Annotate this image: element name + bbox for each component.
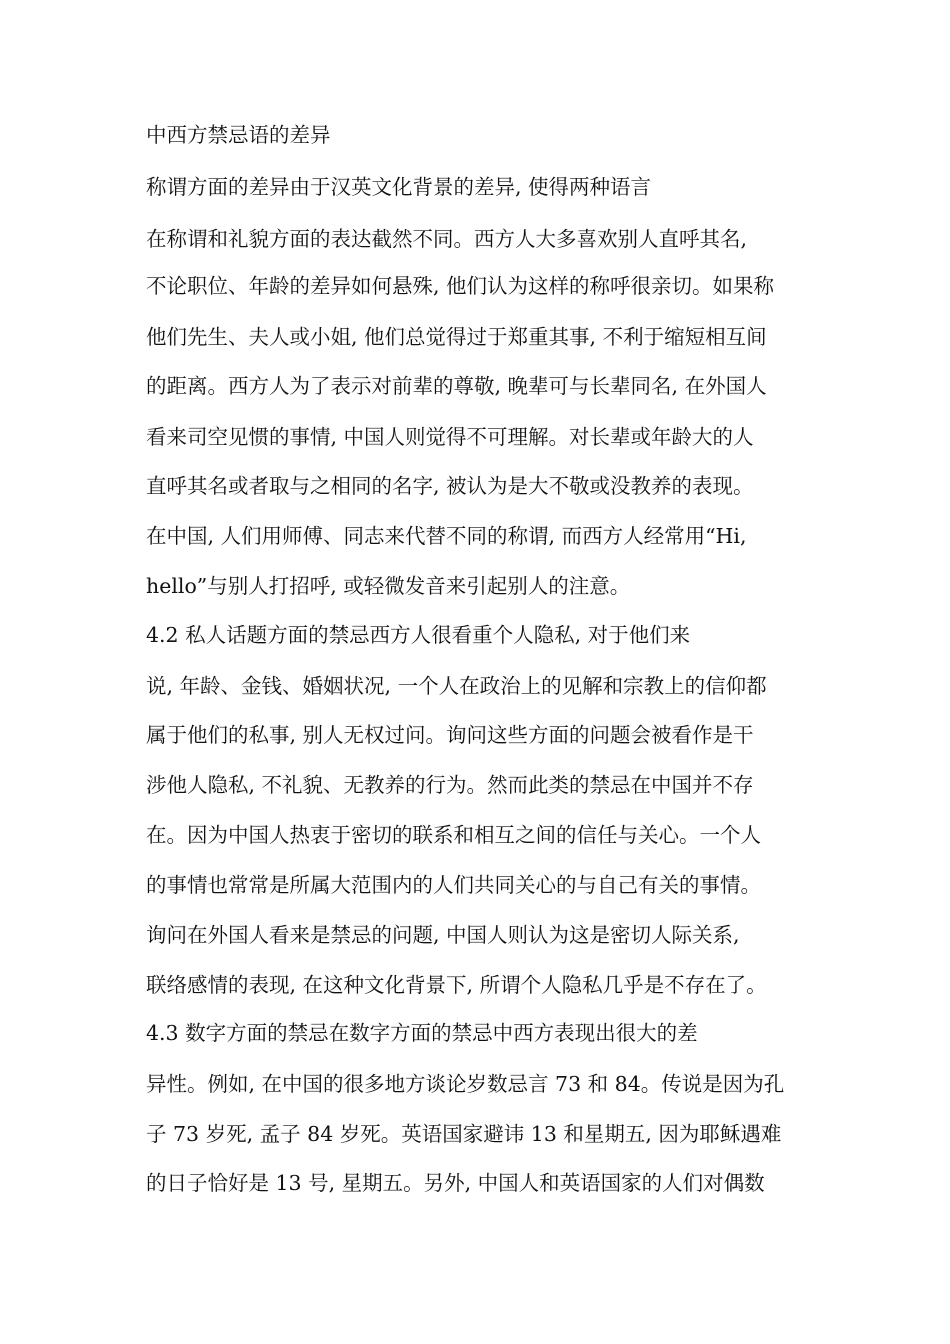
text-line: 直呼其名或者取与之相同的名字, 被认为是大不敬或没教养的表现。 [146,474,754,498]
text-line: 询问在外国人看来是禁忌的问题, 中国人则认为这是密切人际关系, [146,923,740,947]
text-line: 说, 年龄、金钱、婚姻状况, 一个人在政治上的见解和宗教上的信仰都 [146,674,767,698]
text-line: 在称谓和礼貌方面的表达截然不同。西方人大多喜欢别人直呼其名, [146,227,748,251]
text-line: 在中国, 人们用师傅、同志来代替不同的称谓, 而西方人经常用“Hi, [146,524,747,548]
text-line: 涉他人隐私, 不礼貌、无教养的行为。然而此类的禁忌在中国并不存 [146,773,754,797]
text-line: 的日子恰好是 13 号, 星期五。另外, 中国人和英语国家的人们对偶数 [146,1171,765,1195]
text-line: 在。因为中国人热衷于密切的联系和相互之间的信任与关心。一个人 [146,823,761,847]
text-line: 称谓方面的差异由于汉英文化背景的差异, 使得两种语言 [146,175,652,199]
document-title: 中西方禁忌语的差异 [146,123,331,147]
section-heading-4-3: 4.3 数字方面的禁忌在数字方面的禁忌中西方表现出很大的差 [146,1021,698,1045]
text-line: 联络感情的表现, 在这种文化背景下, 所谓个人隐私几乎是不存在了。 [146,973,767,997]
text-line: 他们先生、夫人或小姐, 他们总觉得过于郑重其事, 不利于缩短相互间 [146,325,767,349]
text-line: hello”与别人打招呼, 或轻微发音来引起别人的注意。 [146,574,631,598]
text-line: 不论职位、年龄的差异如何悬殊, 他们认为这样的称呼很亲切。如果称 [146,274,775,298]
text-line: 的事情也常常是所属大范围内的人们共同关心的与自己有关的事情。 [146,873,761,897]
text-line: 的距离。西方人为了表示对前辈的尊敬, 晚辈可与长辈同名, 在外国人 [146,374,767,398]
text-line: 看来司空见惯的事情, 中国人则觉得不可理解。对长辈或年龄大的人 [146,425,754,449]
text-line: 异性。例如, 在中国的很多地方谈论岁数忌言 73 和 84。传说是因为孔 [146,1072,785,1096]
text-line: 属于他们的私事, 别人无权过问。询问这些方面的问题会被看作是干 [146,723,754,747]
text-line: 子 73 岁死, 孟子 84 岁死。英语国家避讳 13 和星期五, 因为耶稣遇难 [146,1122,782,1146]
section-heading-4-2: 4.2 私人话题方面的禁忌西方人很看重个人隐私, 对于他们来 [146,623,691,647]
